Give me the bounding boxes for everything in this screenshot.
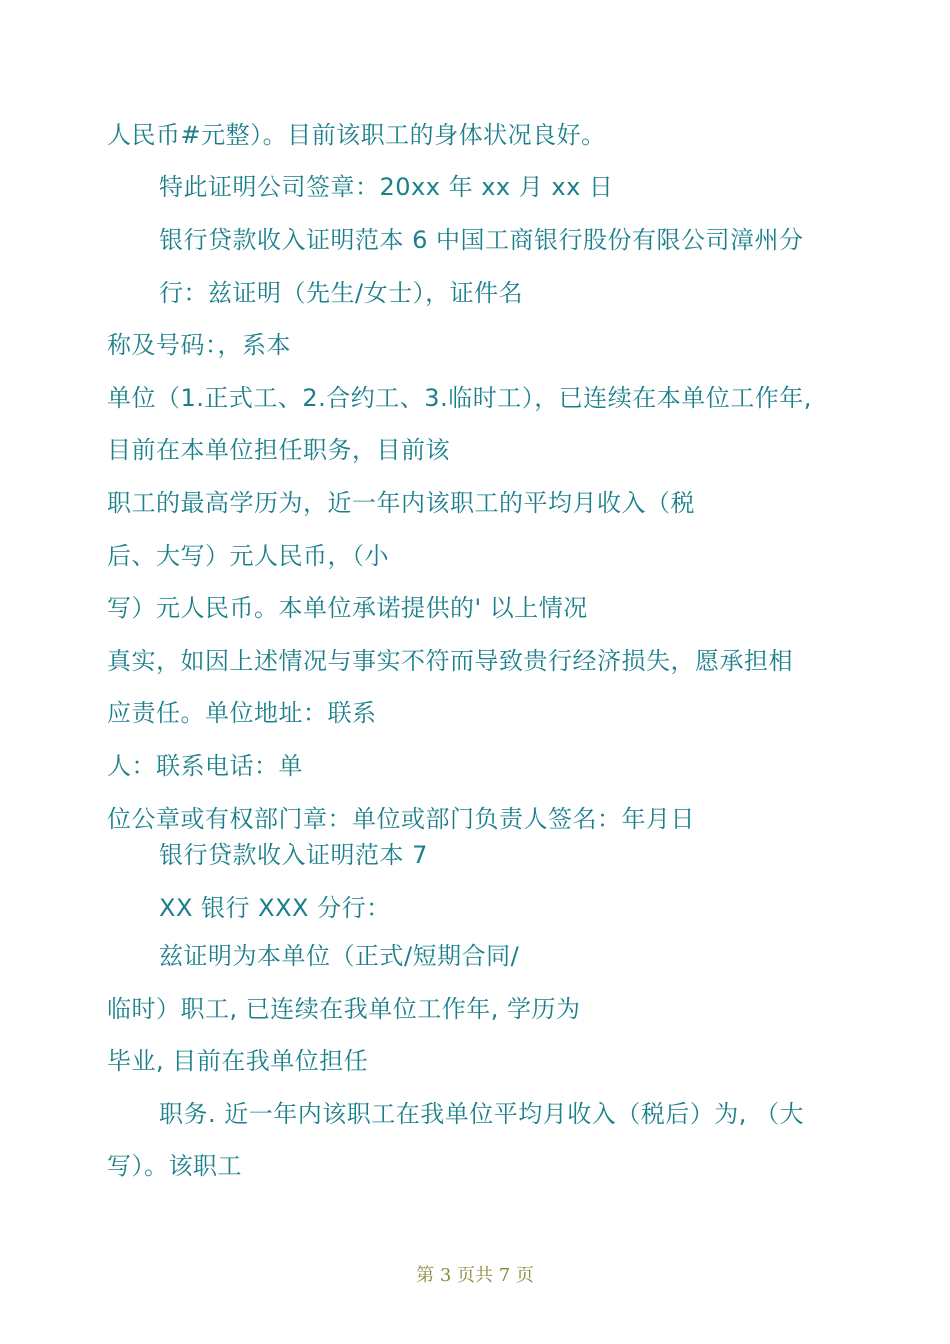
text-line: 写）元人民币。本单位承诺提供的' 以上情况: [107, 594, 588, 622]
text-line: 目前在本单位担任职务，目前该: [107, 436, 450, 464]
text-line: 单位（1.正式工、2.合约工、3.临时工），已连续在本单位工作年,: [107, 384, 812, 412]
text-line: 银行贷款收入证明范本 6 中国工商银行股份有限公司漳州分: [159, 226, 804, 254]
text-line: 人民币#元整）。目前该职工的身体状况良好。: [107, 121, 606, 149]
text-line: 临时）职工, 已连续在我单位工作年, 学历为: [107, 995, 581, 1023]
text-line: 后、大写）元人民币，（小: [107, 542, 389, 570]
text-line: 银行贷款收入证明范本 7: [159, 841, 428, 869]
text-line: 真实，如因上述情况与事实不符而导致贵行经济损失，愿承担相: [107, 647, 793, 675]
text-line: 职务. 近一年内该职工在我单位平均月收入（税后）为, （大: [159, 1100, 805, 1128]
text-line: 应责任。单位地址：联系: [107, 699, 377, 727]
text-line: 毕业, 目前在我单位担任: [107, 1047, 369, 1075]
text-line: 兹证明为本单位（正式/短期合同/: [159, 942, 520, 970]
text-line: 位公章或有权部门章：单位或部门负责人签名：年月日: [107, 805, 695, 833]
text-line: 特此证明公司签章：20xx 年 xx 月 xx 日: [159, 173, 614, 201]
text-line: XX 银行 XXX 分行：: [159, 894, 391, 922]
text-line: 称及号码：，系本: [107, 331, 291, 359]
page-number: 第 3 页共 7 页: [416, 1265, 534, 1286]
text-line: 行：兹证明（先生/女士），证件名: [159, 279, 524, 307]
text-line: 人：联系电话：单: [107, 752, 303, 780]
text-line: 职工的最高学历为，近一年内该职工的平均月收入（税: [107, 489, 695, 517]
text-line: 写）。该职工: [107, 1152, 242, 1180]
